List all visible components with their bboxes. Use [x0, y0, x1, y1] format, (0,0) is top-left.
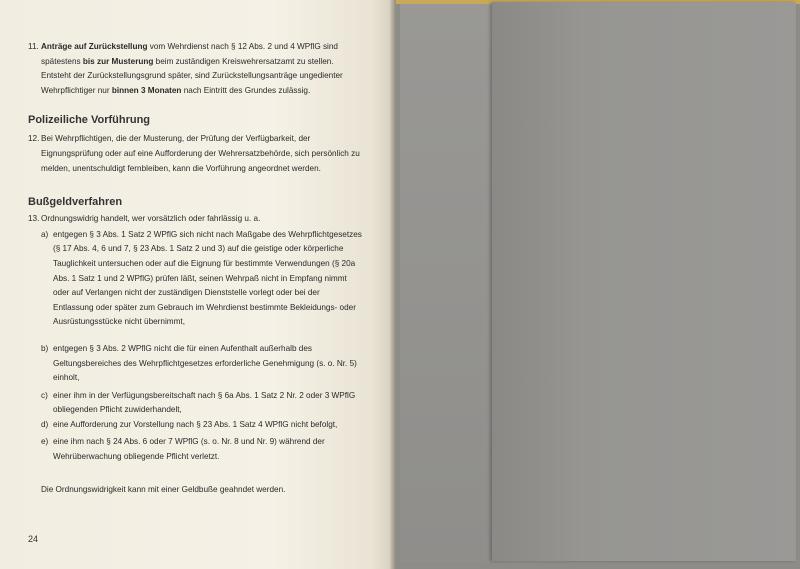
bold-text: Anträge auf Zurückstellung: [41, 42, 148, 51]
paragraph-number: 11.: [28, 42, 39, 51]
item-letter: e): [41, 437, 49, 447]
paragraph-number: 13.: [28, 214, 40, 224]
item-letter: c): [41, 390, 48, 400]
paragraph-11: [28, 40, 362, 98]
paragraph-intro: Ordnungswidrig handelt, wer vorsätzlich oder fahrlässig u. a.: [41, 214, 261, 224]
item-letter: d): [41, 419, 49, 429]
text-run: vom Wehrdienst nach § 12 Abs. 2 und 4 WPflG sind spätestens: [41, 42, 338, 66]
list-item: [41, 228, 362, 330]
item-letter: b): [41, 343, 49, 353]
section-heading-bussgeld: Bußgeldverfahren: [28, 196, 123, 209]
item-text: entgegen § 3 Abs. 2 WPflG nicht die für einen Aufenthalt außerhalb des Geltungsbereiches des Wehrpflichtgesetzes erforderliche Genehmigung (s. o. Nr. 5) einholt,: [53, 343, 357, 383]
closing-sentence: Die Ordnungswidrigkeit kann mit einer Geldbuße geahndet werden.: [41, 484, 286, 494]
left-page-content: [28, 40, 362, 505]
bold-text: bis zur Musterung: [82, 56, 154, 66]
list-item: [41, 342, 362, 386]
paragraph-12: [28, 132, 362, 176]
item-text: eine Aufforderung zur Vorstellung nach § 23 Abs. 1 Satz 4 WPflG nicht befolgt,: [53, 419, 338, 429]
text-run: beim zuständigen Kreiswehrersatzamt zu stellen. Entsteht der Zurückstellungsgrund später, sind Zurückstellungsanträge ungedienter Wehrpflichtiger nur: [41, 56, 343, 95]
item-text: entgegen § 3 Abs. 1 Satz 2 WPflG sich nicht nach Maßgabe des Wehrpflichtgesetzes (§ 17 Abs. 4, 6 und 7, § 23 Abs. 1 Satz 2 und 3) auf die geistige oder körperliche Tauglichkeit untersuchen oder auf die Eignung für bestimmte Verwendungen (§ 20a Abs. 1 Satz 1 und 2 WPflG) prüfen läßt, seinen Wehrpaß nicht in Empfang nimmt oder auf Verlangen nicht der zuständigen Dienststelle vorlegt oder bei der Entlassung oder später zum Gebrauch im Wehrdienst bestimmte Bekleidungs- oder Ausrüstungsstücke nicht übernimmt,: [53, 229, 362, 327]
list-item: [41, 389, 362, 418]
document-pocket-flap[interactable]: [492, 2, 796, 561]
item-text: eine ihm nach § 24 Abs. 6 oder 7 WPflG (s. o. Nr. 8 und Nr. 9) während der Wehrüberwachung obliegende Pflicht verletzt.: [53, 437, 325, 462]
item-text: einer ihm in der Verfügungsbereitschaft nach § 6a Abs. 1 Satz 2 Nr. 2 oder 3 WPflG obliegenden Pflicht zuwiderhandelt,: [53, 390, 356, 415]
text-run: nach Eintritt des Grundes zulässig.: [181, 85, 311, 95]
bold-text: binnen 3 Monaten: [111, 85, 182, 95]
paragraph-13: [28, 212, 362, 227]
paragraph-number: 12.: [28, 134, 40, 144]
item-letter: a): [41, 229, 49, 239]
section-heading-vorfuehrung: Polizeiliche Vorführung: [28, 114, 151, 127]
list-item: [41, 418, 362, 433]
list-item: [41, 435, 362, 464]
left-page: [0, 0, 392, 569]
paragraph-text: Bei Wehrpflichtigen, die der Musterung, der Prüfung der Verfügbarkeit, der Eignungsprüfung oder auf eine Aufforderung der Wehrersatzbehörde, sich persönlich zu melden, unentschuldigt fernbleiben, kann die Vorführung angeordnet werden.: [41, 134, 360, 173]
page-number: 24: [28, 534, 39, 544]
violation-list: [41, 228, 362, 465]
paragraph-text: [41, 40, 362, 98]
